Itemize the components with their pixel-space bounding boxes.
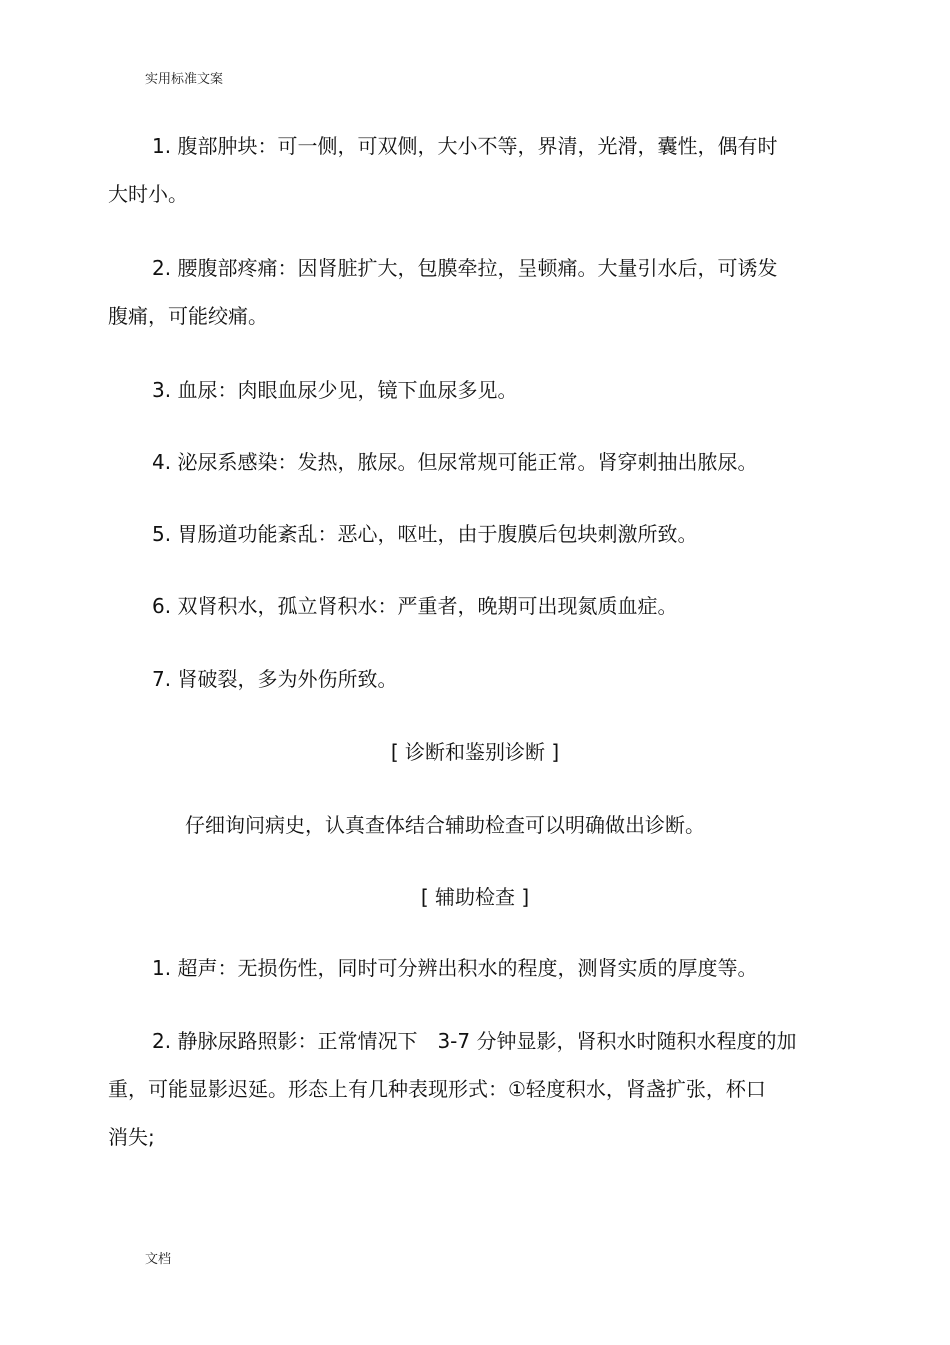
symptom-item-6 (108, 582, 833, 630)
diagnosis-text: 仔细询问病史，认真查体结合辅助检查可以明确做出诊断。 (185, 813, 705, 837)
item-line: 消失; (108, 1125, 155, 1149)
page-header: 实用标准文案 (145, 72, 224, 87)
item-line: 大时小。 (108, 182, 188, 206)
symptom-item-4 (108, 438, 833, 486)
symptom-item-1 (108, 122, 833, 218)
item-line: 3. 血尿：肉眼血尿少见，镜下血尿多见。 (152, 378, 518, 402)
symptom-item-2 (108, 244, 833, 340)
aux-exam-heading: [ 辅助检查 ] (420, 885, 530, 909)
item-line: 2. 腰腹部疼痛：因肾脏扩大，包膜牵拉，呈顿痛。大量引水后，可诱发 (152, 256, 778, 280)
item-line: 腹痛，可能绞痛。 (108, 304, 268, 328)
aux-exam-item-1 (108, 944, 833, 992)
symptom-item-5 (108, 510, 833, 558)
item-line: 6. 双肾积水，孤立肾积水：严重者，晚期可出现氮质血症。 (152, 594, 678, 618)
page-footer: 文档 (145, 1252, 172, 1267)
item-line: 重，可能显影迟延。形态上有几种表现形式：①轻度积水，肾盏扩张，杯口 (108, 1077, 766, 1101)
symptom-item-3 (108, 366, 833, 414)
item-line: 4. 泌尿系感染：发热，脓尿。但尿常规可能正常。肾穿刺抽出脓尿。 (152, 450, 758, 474)
item-line: 7. 肾破裂，多为外伤所致。 (152, 667, 398, 691)
item-line: 1. 超声：无损伤性，同时可分辨出积水的程度，测肾实质的厚度等。 (152, 956, 758, 980)
symptom-item-7 (108, 655, 833, 703)
item-line: 2. 静脉尿路照影：正常情况下 3-7 分钟显影，肾积水时随积水程度的加 (152, 1029, 797, 1053)
aux-exam-item-2 (108, 1017, 833, 1161)
item-line: 5. 胃肠道功能紊乱：恶心，呕吐，由于腹膜后包块刺激所致。 (152, 522, 698, 546)
item-line: 1. 腹部肿块：可一侧，可双侧，大小不等，界清，光滑，囊性，偶有时 (152, 134, 778, 158)
diagnosis-heading: [ 诊断和鉴别诊断 ] (390, 740, 560, 764)
